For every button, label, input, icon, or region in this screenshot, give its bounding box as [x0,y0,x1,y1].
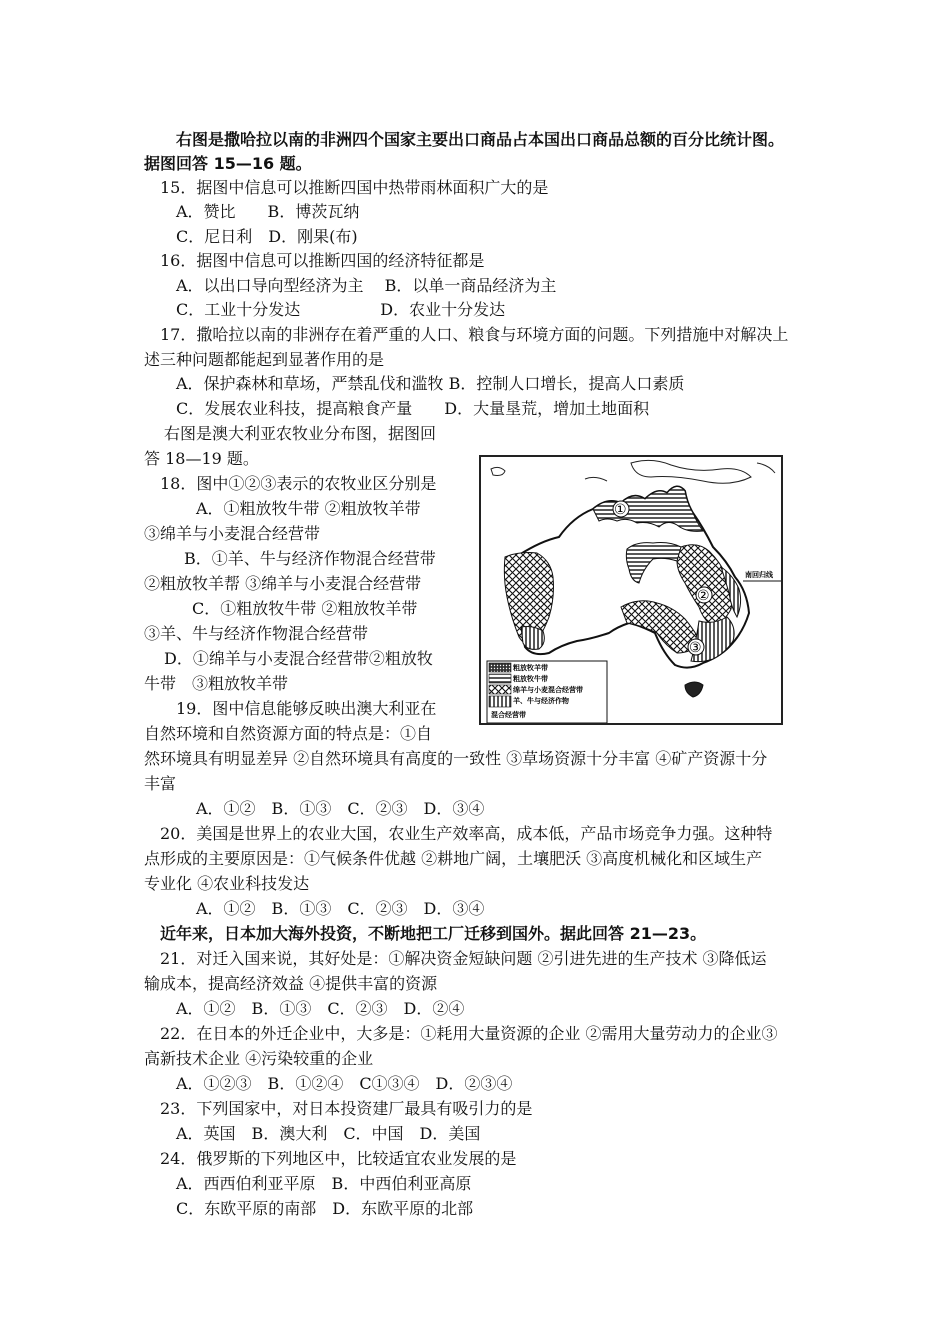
new-guinea-outline [631,460,751,483]
question-18-option-a: A．①粗放牧牛带 ②粗放牧羊带 [196,499,421,518]
legend-swatch-sheep [489,663,511,672]
legend-item-1: 粗放牧羊带 [513,664,548,672]
marker-3: ③ [689,640,702,656]
question-18-option-d: D．①绵羊与小麦混合经营带②粗放牧 [164,649,433,668]
question-21-cont: 输成本，提高经济效益 ④提供丰富的资源 [144,974,438,993]
island-outline [491,467,505,475]
marker-1: ① [614,502,627,518]
intro-18-19: 右图是澳大利亚农牧业分布图，据图回 [164,424,437,443]
intro-21-23: 近年来，日本加大海外投资，不断地把工厂迁移到国外。据此回答 21—23。 [160,924,707,943]
question-20-cont1: 点形成的主要原因是：①气候条件优越 ②耕地广阔，土壤肥沃 ③高度机械化和区域生产 [144,849,763,868]
question-17-options-ab: A．保护森林和草场，严禁乱伐和滥牧 B．控制人口增长，提高人口素质 [176,374,685,393]
question-17: 17．撒哈拉以南的非洲存在着严重的人口、粮食与环境方面的问题。下列措施中对解决上 [160,325,789,344]
zone-west-vstripes [521,627,544,650]
question-22-cont: 高新技术企业 ④污染较重的企业 [144,1049,374,1068]
question-22-options: A．①②③ B．①②④ C①③④ D．②③④ [176,1074,513,1093]
tropic-label: 南回归线 [745,571,773,579]
question-18-option-b: B．①羊、牛与经济作物混合经营带 [184,549,436,568]
question-16-options-cd: C．工业十分发达 D．农业十分发达 [176,300,506,319]
legend-swatch-cattle [489,674,511,683]
question-15-options-cd: C．尼日利 D．刚果(布) [176,227,358,246]
legend-item-2: 粗放牧牛带 [513,675,548,683]
question-22: 22．在日本的外迁企业中，大多是：①耗用大量资源的企业 ②需用大量劳动力的企业③ [160,1024,778,1043]
question-19-options: A．①② B．①③ C．②③ D．③④ [196,799,485,818]
question-20: 20．美国是世界上的农业大国，农业生产效率高，成本低，产品市场竞争力强。这种特 [160,824,773,843]
question-20-cont2: 专业化 ④农业科技发达 [144,874,310,893]
legend-item-4-cont: 混合经营带 [491,711,526,719]
question-15-options-ab: A．赞比 B．博茨瓦纳 [176,202,360,221]
question-24-options-ab: A．西西伯利亚平原 B．中西伯利亚高原 [176,1174,472,1193]
intro-15-16: 右图是撒哈拉以南的非洲四个国家主要出口商品占本国出口商品总额的百分比统计图。 [176,130,785,149]
map-legend [487,661,607,723]
legend-swatch-wheat [489,685,511,694]
question-24: 24．俄罗斯的下列地区中，比较适宜农业发展的是 [160,1149,517,1168]
marker-2: ② [697,588,710,604]
question-21: 21．对迁入国来说，其好处是：①解决资金短缺问题 ②引进先进的生产技术 ③降低运 [160,949,767,968]
question-16: 16．据图中信息可以推断四国的经济特征都是 [160,251,485,270]
question-21-options: A．①② B．①③ C．②③ D．②④ [176,999,465,1018]
question-16-options-ab: A．以出口导向型经济为主 B．以单一商品经济为主 [176,276,557,295]
question-24-options-cd: C．东欧平原的南部 D．东欧平原的北部 [176,1199,474,1218]
intro-15-16-cont: 据图回答 15—16 题。 [144,154,312,173]
question-18-option-d-cont: 牛带 ③粗放牧羊带 [144,674,289,693]
question-18-option-b-cont: ②粗放牧羊帮 ③绵羊与小麦混合经营带 [144,574,422,593]
question-20-options: A．①② B．①③ C．②③ D．③④ [196,899,485,918]
tasmania [685,682,703,697]
legend-item-3: 绵羊与小麦混合经营带 [513,686,583,694]
question-23-options: A．英国 B．澳大利 C．中国 D．美国 [176,1124,481,1143]
legend-swatch-mixed [489,696,511,707]
question-23: 23．下列国家中，对日本投资建厂最具有吸引力的是 [160,1099,533,1118]
question-18-option-a-cont: ③绵羊与小麦混合经营带 [144,524,321,543]
question-18: 18．图中①②③表示的农牧业区分别是 [160,474,437,493]
question-18-option-c-cont: ③羊、牛与经济作物混合经营带 [144,624,369,643]
question-15: 15．据图中信息可以推断四国中热带雨林面积广大的是 [160,178,549,197]
map-svg [481,457,781,723]
question-19-cont1: 自然环境和自然资源方面的特点是：①自 [144,724,433,743]
question-19-cont3: 丰富 [144,774,177,793]
intro-18-19-cont: 答 18—19 题。 [144,449,259,468]
australia-agriculture-map [479,455,783,725]
legend-item-4: 羊、牛与经济作物 [513,697,569,705]
question-17-cont: 述三种问题都能起到显著作用的是 [144,350,385,369]
question-17-options-cd: C．发展农业科技，提高粮食产量 D．大量垦荒，增加土地面积 [176,399,650,418]
question-19-cont2: 然环境具有明显差异 ②自然环境具有高度的一致性 ③草场资源十分丰富 ④矿产资源十分 [144,749,768,768]
question-18-option-c: C．①粗放牧牛带 ②粗放牧羊带 [192,599,418,618]
question-19: 19．图中信息能够反映出澳大利亚在 [176,699,437,718]
